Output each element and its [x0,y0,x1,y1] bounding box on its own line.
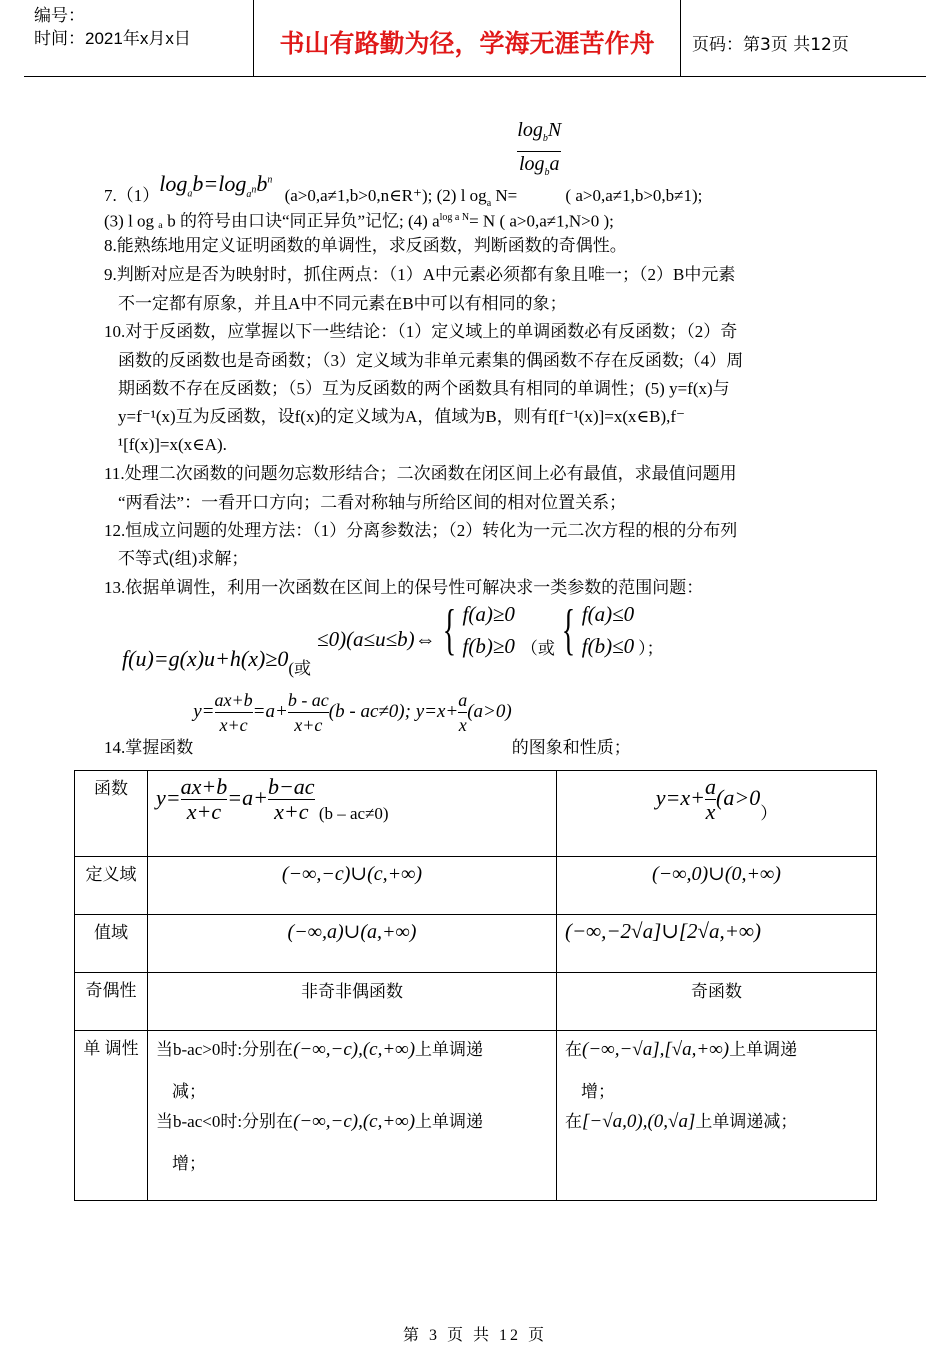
cell-domain-1: (−∞,−c)∪(c,+∞) [148,857,557,915]
item-7-line2: (3) l og ₐ b 的符号由口诀“同正异负”记忆; (4) $a^{log a N}= N$ ( a>0,a≠1,N>0 ); [104,211,614,231]
item-11: 11.处理二次函数的问题勿忘数形结合；二次函数在闭区间上必有最值，求最值问题用 [104,464,737,483]
item-8: 8.能熟练地用定义证明函数的单调性，求反函数，判断函数的奇偶性。 [104,236,627,255]
cell-monotonicity-1: 当b-ac>0时:分别在(−∞,−c),(c,+∞)上单调递 减； 当b-ac<0时:分别在(−∞,−c),(c,+∞)上单调递 增； [148,1031,557,1201]
item-12: 12.恒成立问题的处理方法：（1）分离参数法；（2）转化为一元二次方程的根的分布列 [104,521,738,540]
cell-parity-2: 奇函数 [557,973,877,1031]
cell-domain-2: (−∞,0)∪(0,+∞) [557,857,877,915]
row-label-function: 函数 [75,771,148,857]
row-label-monotonicity: 单 调性 [75,1031,148,1201]
header-motto: 书山有路勤为径，学海无涯苦作舟 [279,29,655,58]
item-7: $7.(1)\log_ab=\log_{a^n}b^n$ (a>0,a≠1,b>0,n∈R⁺); (2) l $og_a$ N= $\frac{\log_bN}{\log_ba}$ ( a>0,a≠1,b>0,b≠1); [104,119,703,209]
cell-monotonicity-2: 在(−∞,−√a],[√a,+∞)上单调递 增； 在[−√a,0),(0,√a]上单调递减； [557,1031,877,1201]
header-info [34,4,191,50]
item-12-line2: 不等式(组)求解； [118,549,249,568]
item-10-line4: y=f⁻¹(x)互为反函数，设f(x)的定义域为A，值域为B，则有f[f⁻¹(x)]=x(x∈B),f⁻ [118,407,685,426]
page-footer: 第 3 页 共 12 页 [402,1327,547,1344]
item-13: 13.依据单调性，利用一次函数在区间上的保号性可解决求一类参数的范围问题： [104,578,704,597]
row-label-parity: 奇偶性 [75,973,148,1031]
row-label-range: 值域 [75,915,148,973]
item-9-line2: 不一定都有原象，并且A中不同元素在B中可以有相同的象； [118,294,567,313]
cell-range-2: (−∞,−2√a]∪[2√a,+∞) [557,915,877,973]
item-11-line2: “两看法”：一看开口方向；二看对称轴与所给区间的相对位置关系； [118,493,627,512]
cell-parity-1: 非奇非偶函数 [148,973,557,1031]
cell-function-2: y=x+ $\frac{a}{x}$ (a>0） [557,771,877,857]
number-label: 编号： [34,6,85,25]
item-10-line2: 函数的反函数也是奇函数；（3）定义域为非单元素集的偶函数不存在反函数;（4）周 [118,351,744,370]
item-14: 14.掌握函数y= $\frac{ax+b}{x+c}$ =a+ $\frac{b - ac}{x+c}$ (b - ac≠0); y=x+ $\frac{a}{x}$ (a>0)的图象和性质； [104,690,631,757]
item-10-line5: ¹[f(x)]=x(x∈A). [118,435,227,454]
time-label: 时间：2021年x月x日 [34,29,191,48]
cell-range-1: (−∞,a)∪(a,+∞) [148,915,557,973]
row-label-domain: 定义域 [75,857,148,915]
cell-function-1: y= $\frac{ax+b}{x+c}$ =a+ $\frac{b-ac}{x+c}$ (b – ac≠0) [148,771,557,857]
header-page-info: 页码：第3页 共12页 [692,35,849,55]
item-10: 10.对于反函数，应掌握以下一些结论：（1）定义域上的单调函数必有反函数；（2）奇 [104,322,738,341]
item-13-formula: f(u)=g(x)u+h(x)≥0(或≤0)(a≤u≤b)⇔ { f(a)≥0 f(b)≥0 （或 { f(a)≤0 f(b)≤0 ）； [122,599,664,678]
item-9: 9.判断对应是否为映射时，抓住两点：（1）A中元素必须都有象且唯一；（2）B中元素 [104,265,736,284]
function-properties-table [74,770,877,1201]
item-10-line3: 期函数不存在反函数；（5）互为反函数的两个函数具有相同的单调性；(5) y=f(x)与 [118,379,730,398]
page-header [24,0,926,77]
